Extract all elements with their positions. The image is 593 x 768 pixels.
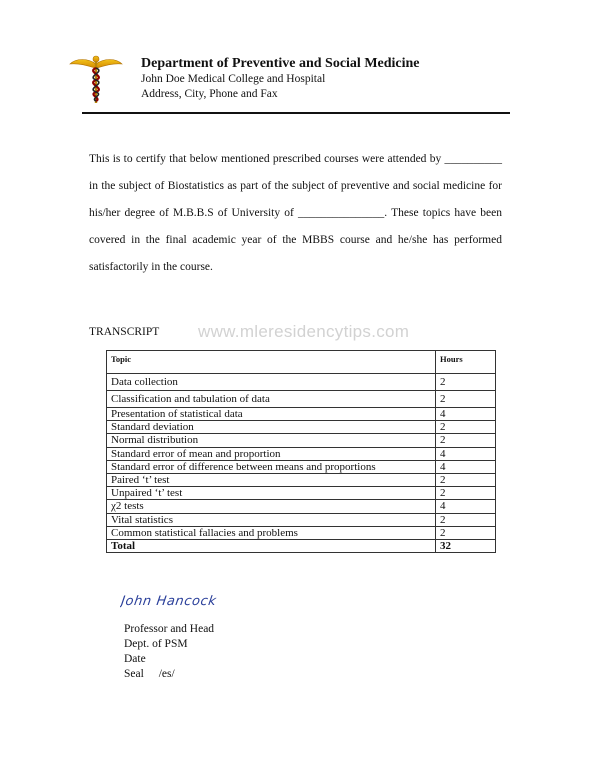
- topic-cell: Common statistical fallacies and problems: [107, 526, 436, 539]
- table-row: [107, 526, 496, 539]
- topic-cell: Paired ‘t’ test: [107, 474, 436, 487]
- certificate-line: This is to certify that below mentioned prescribed courses were attended by __________: [89, 153, 502, 165]
- date-label: Date: [124, 653, 146, 665]
- table-row: [107, 500, 496, 513]
- seal-value: /es/: [158, 668, 175, 680]
- college-address: Address, City, Phone and Fax: [141, 88, 278, 100]
- table-row: [107, 487, 496, 500]
- hours-cell: 4: [436, 447, 496, 460]
- svg-text:John Hancock: John Hancock: [120, 594, 218, 609]
- table-row: [107, 374, 496, 391]
- hours-cell: 4: [436, 500, 496, 513]
- total-row: [107, 540, 496, 553]
- watermark: www.mleresidencytips.com: [198, 322, 410, 341]
- topic-cell: Classification and tabulation of data: [107, 391, 436, 408]
- column-header-hours: Hours: [436, 351, 496, 374]
- header-divider: [82, 112, 510, 114]
- hours-cell: 2: [436, 434, 496, 447]
- total-label: Total: [107, 540, 436, 553]
- handwritten-signature: [120, 588, 230, 614]
- topic-cell: χ2 tests: [107, 500, 436, 513]
- table-row: [107, 460, 496, 473]
- topic-cell: Standard error of mean and proportion: [107, 447, 436, 460]
- hours-cell: 2: [436, 374, 496, 391]
- certificate-line: his/her degree of M.B.B.S of University of _______________. These topics have been: [89, 207, 502, 219]
- hours-cell: 2: [436, 474, 496, 487]
- table-row: [107, 391, 496, 408]
- certificate-line: satisfactorily in the course.: [89, 261, 213, 273]
- hours-cell: 2: [436, 487, 496, 500]
- certificate-line: in the subject of Biostatistics as part of the subject of preventive and social medicine for: [89, 180, 502, 192]
- topic-cell: Normal distribution: [107, 434, 436, 447]
- table-row: [107, 513, 496, 526]
- signatory-title: Professor and Head: [124, 623, 215, 635]
- caduceus-icon: [68, 54, 124, 104]
- hours-cell: 2: [436, 421, 496, 434]
- college-name: John Doe Medical College and Hospital: [141, 73, 326, 85]
- hours-cell: 2: [436, 391, 496, 408]
- topic-cell: Vital statistics: [107, 513, 436, 526]
- table-row: [107, 421, 496, 434]
- hours-cell: 2: [436, 526, 496, 539]
- column-header-topic: Topic: [107, 351, 436, 374]
- table-row: [107, 474, 496, 487]
- seal-label: Seal: [124, 668, 144, 680]
- signatory-dept: Dept. of PSM: [124, 638, 188, 650]
- transcript-table: [106, 350, 496, 553]
- table-row: [107, 447, 496, 460]
- department-title: Department of Preventive and Social Medicine: [141, 56, 420, 71]
- transcript-label: TRANSCRIPT: [89, 326, 160, 338]
- table-row: [107, 434, 496, 447]
- topic-cell: Standard deviation: [107, 421, 436, 434]
- seal-line: [124, 668, 175, 680]
- hours-cell: 4: [436, 408, 496, 421]
- topic-cell: Data collection: [107, 374, 436, 391]
- topic-cell: Standard error of difference between means and proportions: [107, 460, 436, 473]
- hours-cell: 2: [436, 513, 496, 526]
- topic-cell: Presentation of statistical data: [107, 408, 436, 421]
- topic-cell: Unpaired ‘t’ test: [107, 487, 436, 500]
- total-hours: 32: [436, 540, 496, 553]
- hours-cell: 4: [436, 460, 496, 473]
- table-row: [107, 408, 496, 421]
- certificate-line: covered in the final academic year of the MBBS course and he/she has performed: [89, 234, 502, 246]
